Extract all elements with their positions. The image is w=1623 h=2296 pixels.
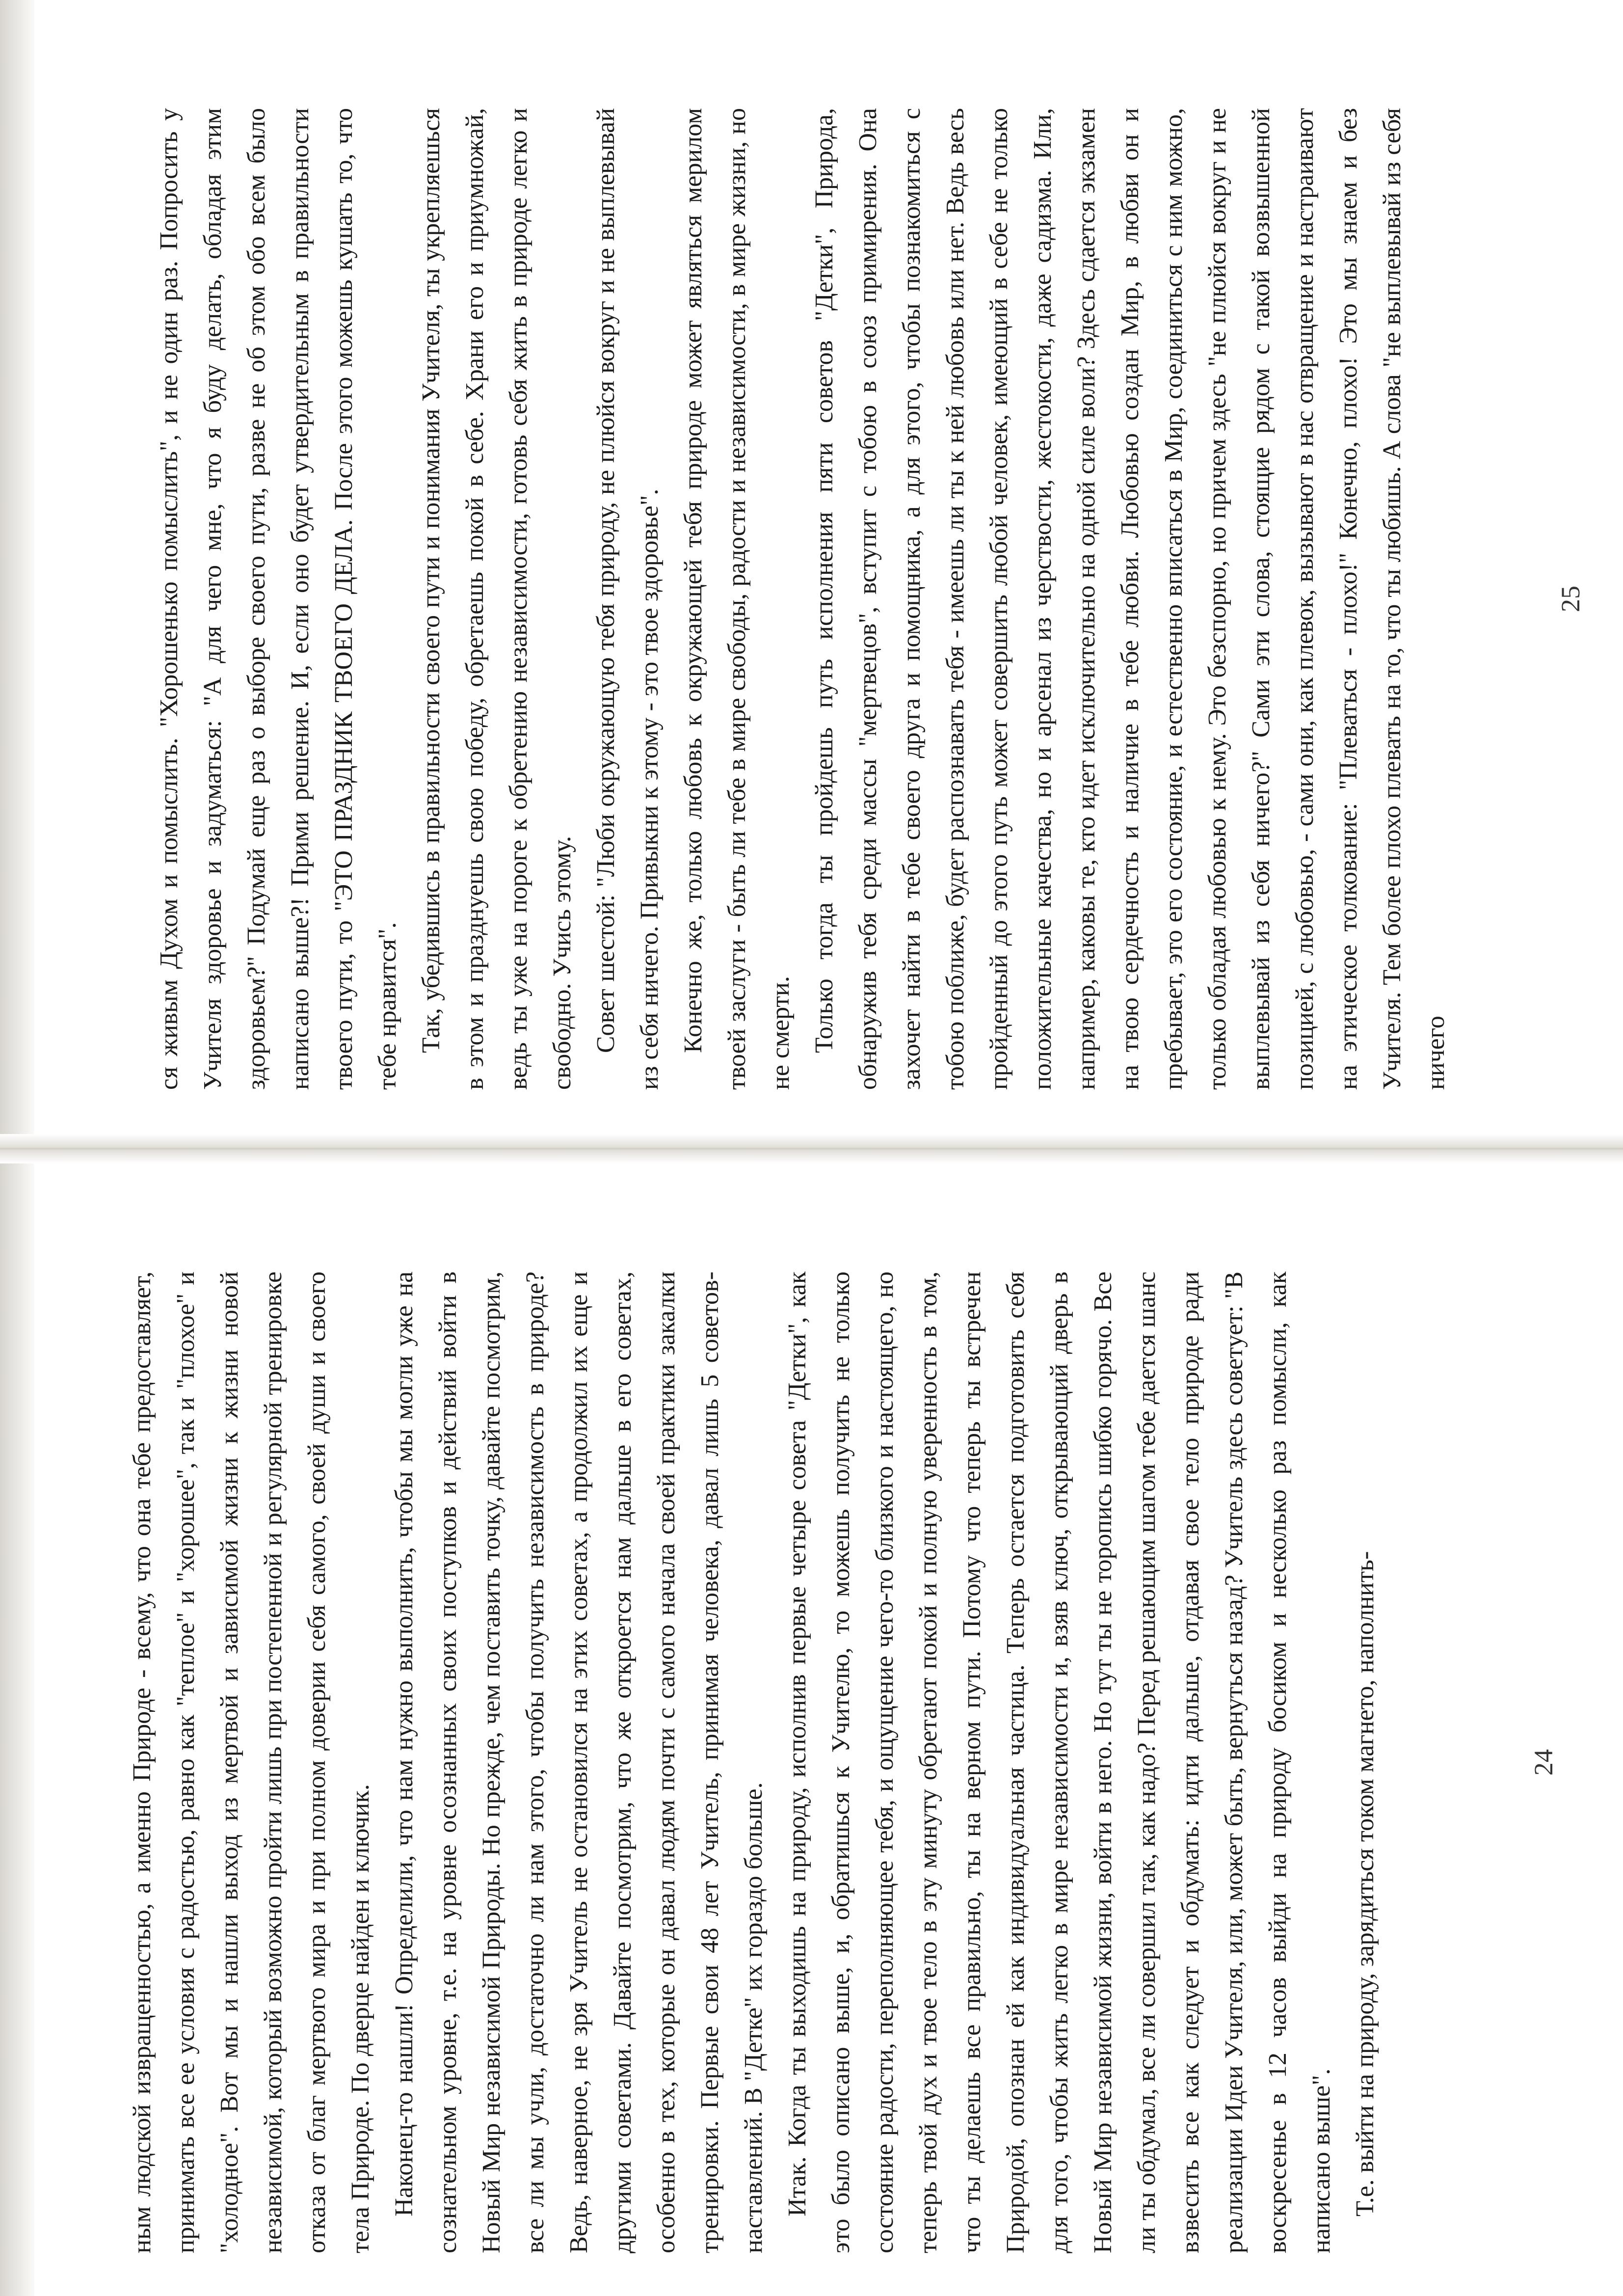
paragraph: Наконец-то нашли! Определили, что нам нужно выполнить, чтобы мы могли уже на сознательном уровне, т.е. на уровне осознанных своих поступков и действий войти в Новый Мир независимой Природы. Но прежде, чем поставить точку, давайте посмотрим, все ли мы учли, достаточно ли нам этого, чтобы получить независимость в природе? Ведь, наверное, не зря Учитель не остановился на этих советах, а продолжил их еще и другими советами. Давайте посмотрим, что же откроется нам дальше в его советах, особенно в тех, которые он давал людям почти с самого начала своей практики закалки тренировки. Первые свои 48 лет Учитель, принимая человека, давал лишь 5 советов-наставлений. В "Детке" их гораздо больше. <box>390 1271 768 2253</box>
page-24 <box>120 1271 1558 2253</box>
paragraph: ным людской извращенностью, а именно Природе - всему, что она тебе предоставляет, принимать все ее условия с радостью, равно как "теплое" и "хорошее", так и "плохое" и "холодное". Вот мы и нашли выход из мертвой и зависимой жизни к жизни новой независимой, который возможно пройти лишь при постепенной и регулярной тренировке отказа от благ мертвого мира и при полном доверии себя самого, своей души и своего тела Природе. По дверце найден и ключик. <box>128 1271 374 2253</box>
paragraph: Т.е. выйти на природу, зарядиться током магнето, наполнить- <box>1351 1551 1379 2216</box>
page-number: 24 <box>1529 1749 1558 1776</box>
center-fold <box>0 1134 1623 1163</box>
paragraph: Только тогда ты пройдешь путь исполнения пяти советов "Детки", Природа, обнаружив тебя среди массы "мертвецов", вступит с тобою в союз примирения. Она захочет найти в тебе своего друга и помощника, а для этого, чтобы познакомиться с тобою поближе, будет распознавать тебя - имеешь ли ты к ней любовь или нет. Ведь весь пройденный до этого путь может совершить любой человек, имеющий в себе не только положительные качества, но и арсенал из черствости, жестокости, даже садизма. Или, например, каковы те, кто идет исключительно на одной силе воли? Здесь сдается экзамен на твою сердечность и наличие в тебе любви. Любовью создан Мир, в любви он и пребывает, это его состояние, и естественно вписаться в Мир, соединиться с ним можно, только обладая любовью к нему. Это безспорно, но причем здесь "не плюйся вокруг и не выплевывай из себя ничего?" Сами эти слова, стоящие рядом с такой возвышенной позицией, с любовью, - сами они, как плевок, вызывают в нас отвращение и настраивают на этическое толкование: "Плеваться - плохо!" Конечно, плохо! Это мы знаем и без Учителя. Тем более плохо плевать на то, что ты любишь. А слова "не выплевывай из себя ничего <box>810 108 1450 1090</box>
paragraph: Так, убедившись в правильности своего пути и понимания Учителя, ты укрепляешься в этом и празднуешь свою победу, обретаешь покой в себе. Храни его и приумножай, ведь ты уже на пороге к обретению независимости, готовь себя жить в природе легко и свободно. Учись этому. <box>417 108 576 1090</box>
paragraph: Совет шестой: "Люби окружающую тебя природу, не плюйся вокруг и не выплевывай из себя ничего. Привыкни к этому - это твое здоровье". <box>592 108 664 1090</box>
paragraph: Итак. Когда ты выходишь на природу, исполнив первые четыре совета "Детки", как это было описано выше, и, обратишься к Учителю, то можешь получить не только состояние радости, переполняющее тебя, и ощущение чего-то близкого и настоящего, но теперь твой дух и твое тело в эту минуту обретают покой и полную уверенность в том, что ты делаешь все правильно, ты на верном пути. Потому что теперь ты встречен Природой, опознан ей как индивидуальная частица. Теперь остается подготовить себя для того, чтобы жить легко в мире независимости и, взяв ключ, открывающий дверь в Новый Мир независимой жизни, войти в него. Но тут ты не торопись шибко горячо. Все ли ты обдумал, все ли совершил так, как надо? Перед решающим шагом тебе дается шанс взвесить все как следует и обдумать: идти дальше, отдавая свое тело природе ради реализации Идеи Учителя, или, может быть, вернуться назад? Учитель здесь советует: "В воскресенье в 12 часов выйди на природу босиком и несколько раз помысли, как написано выше". <box>783 1271 1335 2253</box>
page-25 <box>147 108 1585 1090</box>
paragraph: ся живым Духом и помыслить. "Хорошенько помыслить", и не один раз. Попросить у Учителя здоровье и задуматься: "А для чего мне, что я буду делать, обладая этим здоровьем?" Подумай еще раз о выборе своего пути, разве не об этом обо всем было написано выше?! Прими решение. И, если оно будет утвердительным в правильности твоего пути, то "ЭТО ПРАЗДНИК ТВОЕГО ДЕЛА. После этого можешь кушать то, что тебе нравится". <box>155 108 401 1090</box>
paragraph: Конечно же, только любовь к окружающей тебя природе может являться мерилом твоей заслуги - быть ли тебе в мире свободы, радости и независимости, в мире жизни, но не смерти. <box>679 108 795 1090</box>
page-number: 25 <box>1556 586 1585 612</box>
